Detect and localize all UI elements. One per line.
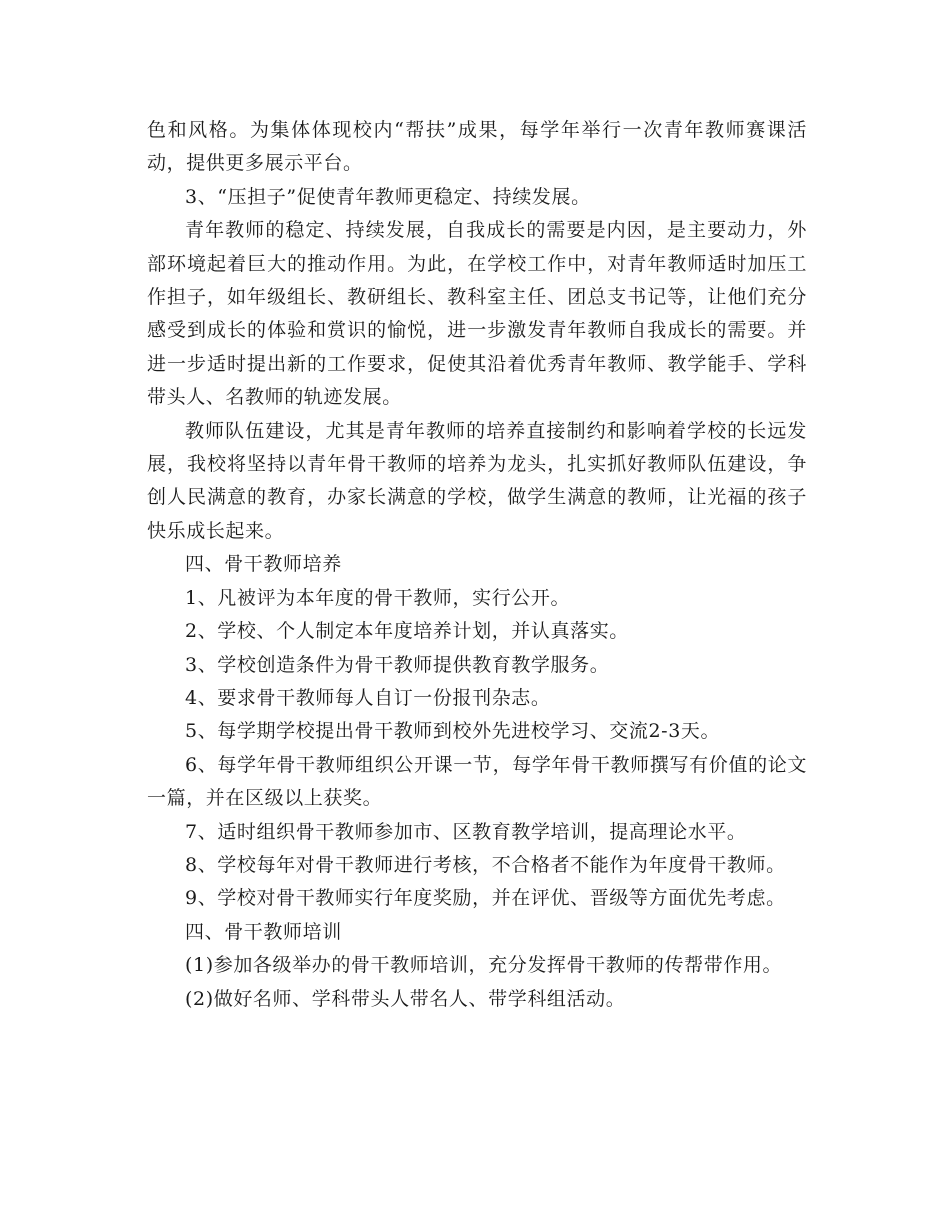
list-item: 3、学校创造条件为骨干教师提供教育教学服务。 — [185, 653, 610, 676]
section-heading-backbone-training: 四、骨干教师培养 — [185, 553, 342, 576]
list-item: 8、学校每年对骨干教师进行考核，不合格者不能作为年度骨干教师。 — [185, 853, 786, 876]
list-item: (1)参加各级举办的骨干教师培训，充分发挥骨干教师的传帮带作用。 — [185, 954, 783, 977]
list-item: 7、适时组织骨干教师参加市、区教育教学培训，提高理论水平。 — [185, 820, 747, 843]
list-item: 9、学校对骨干教师实行年度奖励，并在评优、晋级等方面优先考虑。 — [185, 887, 786, 910]
list-item: 4、要求骨干教师每人自订一份报刊杂志。 — [185, 686, 551, 709]
paragraph-continuation: 色和风格。为集体体现校内“帮扶”成果，每学年举行一次青年教师赛课活动，提供更多展示平台。 — [147, 119, 807, 175]
list-item: 6、每学年骨干教师组织公开课一节，每学年骨干教师撰写有价值的论文一篇，并在区级以上获奖。 — [147, 753, 807, 810]
list-item: 1、凡被评为本年度的骨干教师，实行公开。 — [185, 586, 571, 609]
paragraph-team-building: 教师队伍建设，尤其是青年教师的培养直接制约和影响着学校的长远发展，我校将坚持以青年骨干教师的培养为龙头，扎实抓好教师队伍建设，争创人民满意的教育，办家长满意的学校，做学生满意的教师，让光福的孩子快乐成长起来。 — [147, 419, 807, 542]
list-item: (2)做好名师、学科带头人带名人、带学科组活动。 — [185, 987, 626, 1010]
paragraph-young-teacher-development: 青年教师的稳定、持续发展，自我成长的需要是内因，是主要动力，外部环境起着巨大的推动作用。为此，在学校工作中，对青年教师适时加压工作担子，如年级组长、教研组长、教科室主任、团总支书记等，让他们充分感受到成长的体验和赏识的愉悦，进一步激发青年教师自我成长的需要。并进一步适时提出新的工作要求，促使其沿着优秀青年教师、教学能手、学科带头人、名教师的轨迹发展。 — [147, 219, 807, 409]
document-body — [147, 114, 807, 1016]
list-item: 2、学校、个人制定本年度培养计划，并认真落实。 — [185, 620, 629, 643]
list-item: 5、每学期学校提出骨干教师到校外先进校学习、交流2-3天。 — [185, 720, 721, 743]
paragraph-heading-pressure: 3、“压担子”促使青年教师更稳定、持续发展。 — [185, 185, 591, 208]
section-heading-backbone-workshops: 四、骨干教师培训 — [185, 920, 342, 943]
